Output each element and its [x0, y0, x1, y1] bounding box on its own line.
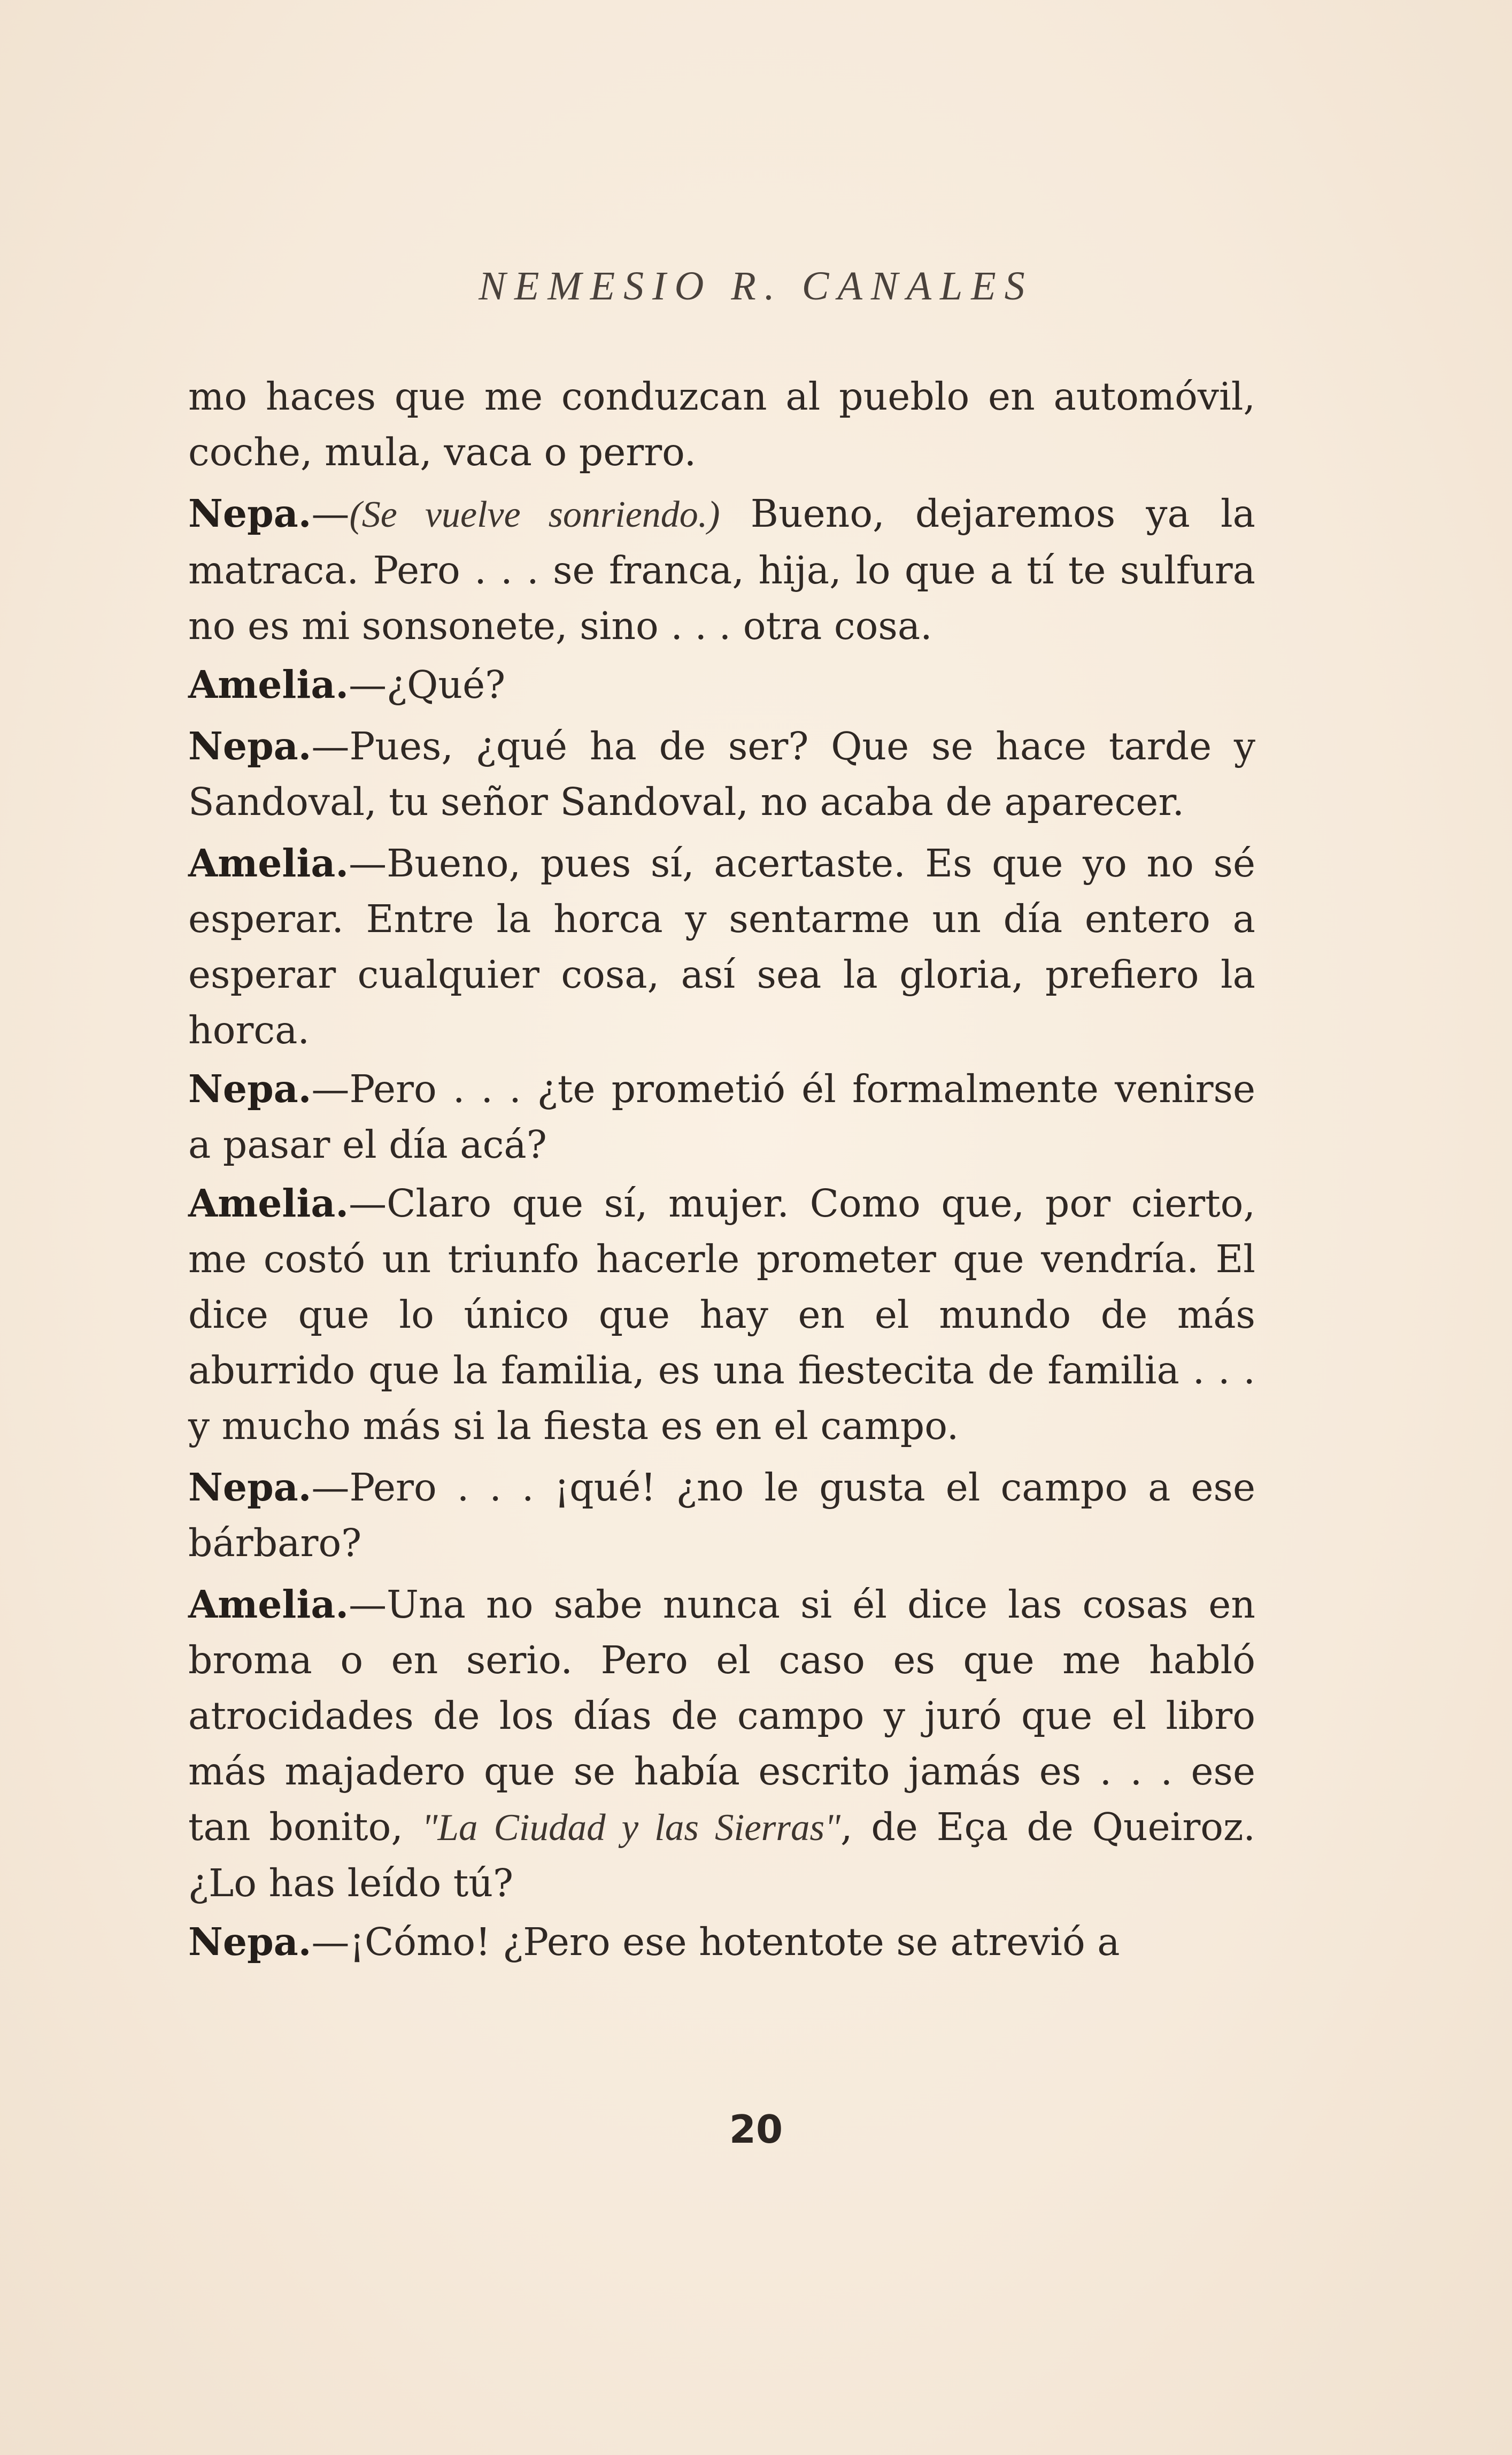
speaker-name: Amelia.: [188, 1181, 349, 1226]
page-number: 20: [729, 2107, 783, 2152]
speaker-name: Nepa.: [188, 1919, 312, 1964]
paragraph-text: —¿Qué?: [349, 663, 506, 707]
stage-direction-close: ): [707, 494, 720, 535]
speaker-name: Nepa.: [188, 1066, 312, 1111]
paragraph-amelia-3: [188, 1175, 1255, 1454]
speaker-name: Nepa.: [188, 491, 312, 536]
running-head: NEMESIO R. CANALES: [479, 264, 1033, 309]
paragraph-nepa-4: [188, 1459, 1255, 1571]
stage-direction-open: (: [349, 494, 362, 535]
paragraph-text: —Pero . . . ¡qué! ¿no le gusta el campo a ese bárbaro?: [188, 1465, 1255, 1565]
paragraph-nepa-5: [188, 1914, 1255, 1970]
paragraph-nepa-1: [188, 486, 1255, 654]
paragraph-continuation: [188, 369, 1255, 480]
speaker-name: Amelia.: [188, 841, 349, 886]
speaker-name: Nepa.: [188, 724, 312, 768]
paragraph-nepa-2: [188, 718, 1255, 830]
speaker-name: Amelia.: [188, 1582, 349, 1627]
dialogue-text: [188, 369, 1255, 1973]
stage-direction: Se vuelve sonriendo.: [361, 494, 708, 535]
paragraph-text: —Pero . . . ¿te prometió él formalmente venirse a pasar el día acá?: [188, 1067, 1255, 1167]
speaker-name: Amelia.: [188, 662, 349, 707]
paragraph-text: —Pues, ¿qué ha de ser? Que se hace tarde y Sandoval, tu señor Sandoval, no acaba de aparecer.: [188, 724, 1255, 824]
paragraph-amelia-4: [188, 1576, 1255, 1911]
paragraph-amelia-2: [188, 835, 1255, 1058]
paragraph-text: , de Eça de Queiroz. ¿Lo has leído tú?: [188, 1805, 1256, 1905]
paragraph-nepa-3: [188, 1061, 1255, 1173]
paragraph-text: —Bueno, pues sí, acertaste. Es que yo no sé esperar. Entre la horca y sentarme un día entero a esperar cualquier cosa, así sea la gloria, prefiero la horca.: [188, 841, 1255, 1052]
paragraph-text: —¡Cómo! ¿Pero ese hotentote se atrevió a: [311, 1920, 1120, 1964]
paragraph-text: —Una no sabe nunca si él dice las cosas en broma o en serio. Pero el caso es que me habló atrocidades de los días de campo y juró que el libro más majadero que se había escrito jamás es . . . ese tan bonito,: [188, 1582, 1255, 1849]
paragraph-text: mo haces que me conduzcan al pueblo en automóvil, coche, mula, vaca o perro.: [188, 374, 1255, 474]
paragraph-text: Bueno, dejaremos ya la matraca. Pero . . . se franca, hija, lo que a tí te sulfura no es mi sonsonete, sino . . . otra cosa.: [188, 491, 1256, 648]
paragraph-amelia-1: [188, 657, 1255, 713]
book-title: "La Ciudad y las Sierras": [421, 1807, 840, 1849]
speaker-name: Nepa.: [188, 1465, 312, 1510]
paragraph-text: —Claro que sí, mujer. Como que, por cierto, me costó un triunfo hacerle prometer que vendría. El dice que lo único que hay en el mundo de más aburrido que la familia, es una fiestecita de familia . . . y mucho más si la fiesta es en el campo.: [188, 1181, 1255, 1448]
em-dash: —: [311, 491, 350, 536]
